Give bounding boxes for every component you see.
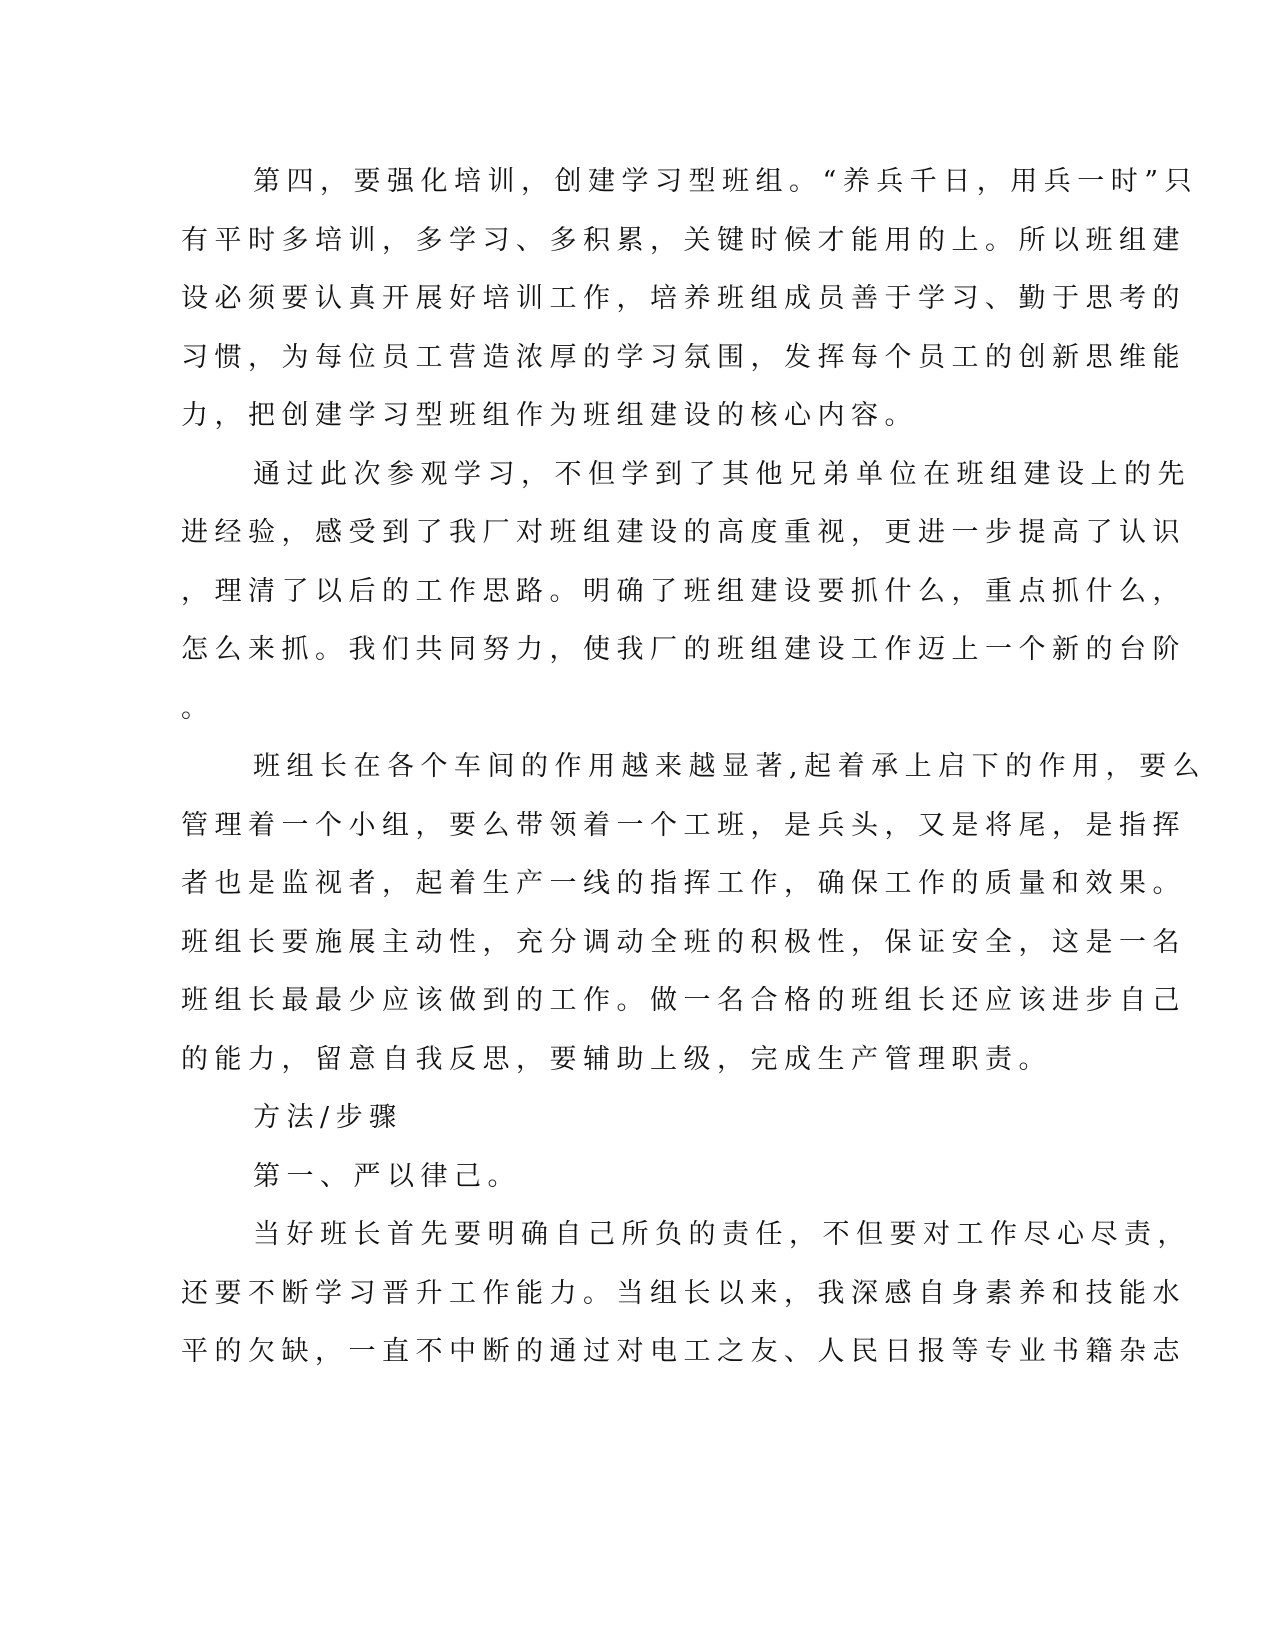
- paragraph-2-line-3: ，理清了以后的工作思路。明确了班组建设要抓什么，重点抓什么，: [181, 576, 1186, 607]
- paragraph-1-line-1: 第四，要强化培训，创建学习型班组。“养兵千日，用兵一时”只: [253, 166, 1199, 197]
- step-heading-1: 第一、严以律己。: [253, 1161, 521, 1192]
- paragraph-3-line-4: 班组长要施展主动性，充分调动全班的积极性，保证安全，这是一名: [181, 927, 1186, 958]
- paragraph-3-line-6: 的能力，留意自我反思，要辅助上级，完成生产管理职责。: [181, 1044, 1052, 1075]
- paragraph-1-line-4: 习惯，为每位员工营造浓厚的学习氛围，发挥每个员工的创新思维能: [181, 342, 1186, 373]
- paragraph-4-line-2: 还要不断学习晋升工作能力。当组长以来，我深感自身素养和技能水: [181, 1278, 1186, 1309]
- section-heading-method: 方法/步骤: [253, 1102, 403, 1133]
- paragraph-1-line-5: 力，把创建学习型班组作为班组建设的核心内容。: [181, 400, 918, 431]
- paragraph-3-line-3: 者也是监视者，起着生产一线的指挥工作，确保工作的质量和效果。: [181, 868, 1186, 899]
- paragraph-2-line-4: 怎么来抓。我们共同努力，使我厂的班组建设工作迈上一个新的台阶: [181, 634, 1186, 665]
- paragraph-3-line-5: 班组长最最少应该做到的工作。做一名合格的班组长还应该进步自己: [181, 985, 1186, 1016]
- paragraph-4-line-1: 当好班长首先要明确自己所负的责任，不但要对工作尽心尽责，: [253, 1219, 1191, 1250]
- paragraph-4-line-3: 平的欠缺，一直不中断的通过对电工之友、人民日报等专业书籍杂志: [181, 1336, 1186, 1367]
- paragraph-2-line-2: 进经验，感受到了我厂对班组建设的高度重视，更进一步提高了认识: [181, 517, 1186, 548]
- paragraph-1-line-2: 有平时多培训，多学习、多积累，关键时候才能用的上。所以班组建: [181, 225, 1186, 256]
- paragraph-3-line-1: 班组长在各个车间的作用越来越显著,起着承上启下的作用，要么: [253, 751, 1207, 782]
- paragraph-1-line-3: 设必须要认真开展好培训工作，培养班组成员善于学习、勤于思考的: [181, 283, 1186, 314]
- paragraph-2-line-5: 。: [181, 693, 215, 724]
- paragraph-3-line-2: 管理着一个小组，要么带领着一个工班，是兵头，又是将尾，是指挥: [181, 810, 1186, 841]
- paragraph-2-line-1: 通过此次参观学习，不但学到了其他兄弟单位在班组建设上的先: [253, 459, 1191, 490]
